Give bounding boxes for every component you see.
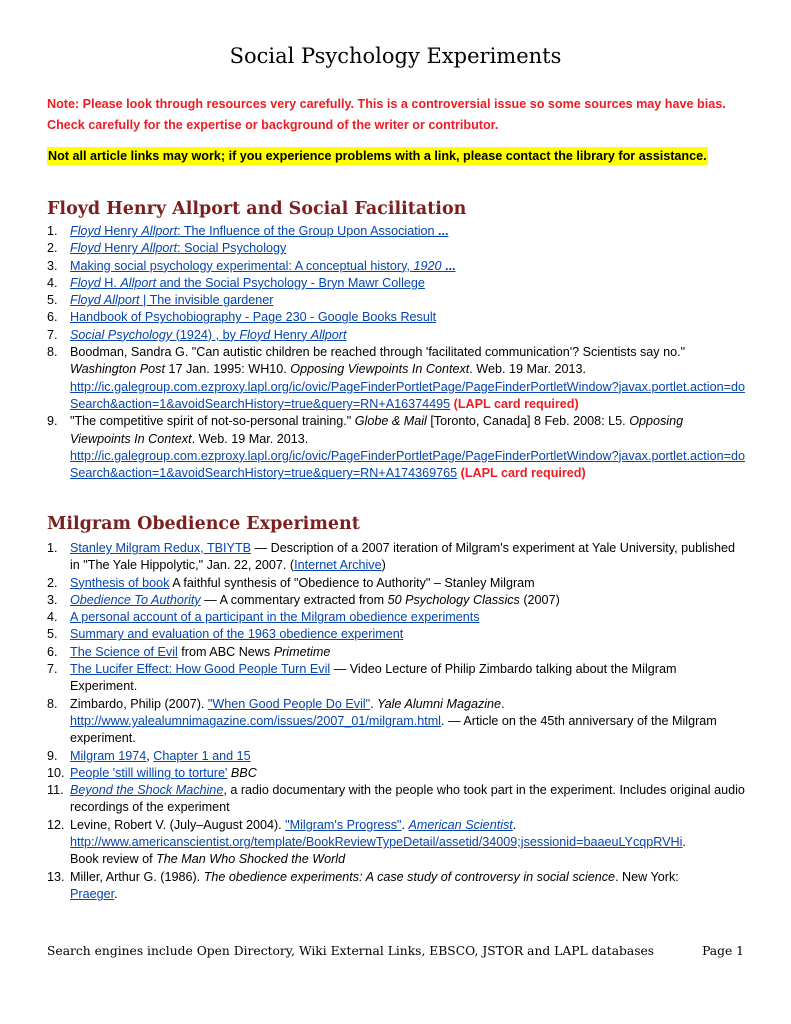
lapl-card-note: (LAPL card required) [457,466,586,481]
link[interactable]: Praeger [70,886,115,901]
list-item: 1. Stanley Milgram Redux, TBIYTB — Description of a 2007 iteration of Milgram's experiment at Yale University, published in "The Yale Hippolytic," Jan. 22, 2007. (Internet Archive) [47,541,736,573]
item-number: 1. [47,541,58,555]
list-item [47,575,747,592]
item-number: 3. [47,592,58,607]
internet-archive-link[interactable]: Internet Archive [294,558,382,573]
description: , a radio documentary with the people who took part in the experiment. Includes original audio recordings of the experiment [70,783,745,815]
item-number: 12. [47,817,65,832]
page-footer [47,944,744,958]
list-item [47,413,747,482]
list-item [47,344,747,413]
gale-link[interactable]: http://ic.galegroup.com.ezproxy.lapl.org/ic/ovic/PageFinderPortletPage/PageFinderPortletWindow?javax.portlet.action=doSearch&action=1&avoidSearchHistory=true&query=RN+A174369765 [70,448,745,481]
link[interactable]: A personal account of a participant in the Milgram obedience experiments [70,610,480,625]
item-number: 2. [47,575,58,590]
citation-text: Boodman, Sandra G. "Can autistic children be reached through 'facilitated communication'? Scientists say no." Washington Post 17 Jan. 1995: WH10. Opposing Viewpoints In Context. Web. 19 Mar. 2013. [70,345,686,377]
description: — Video Lecture of Philip Zimbardo talking about the Milgram Experiment. [70,662,677,694]
footer-text: Search engines include Open Directory, Wiki External Links, EBSCO, JSTOR and LAPL databases [47,944,655,958]
item-number: 11. [47,783,64,798]
section-heading-allport: Floyd Henry Allport and Social Facilitation [47,199,467,219]
list-item [47,626,747,643]
list-item [47,327,747,344]
link[interactable]: The Lucifer Effect: How Good People Turn Evil [70,662,331,677]
page-number: Page 1 [702,944,744,958]
link[interactable]: Beyond the Shock Machine [70,783,224,798]
description: A faithful synthesis of "Obedience to Authority" – Stanley Milgram [169,575,535,590]
link[interactable]: Synthesis of book [70,575,170,590]
link-warning: Not all article links may work; if you experience problems with a link, please contact the library for assistance. [48,149,707,163]
item-number: 6. [47,644,58,659]
allport-list [47,223,747,482]
list-item [47,661,747,696]
link[interactable]: Chapter 1 and 15 [153,748,251,763]
list-item: 6. The Science of Evil from ABC News Primetime [47,644,747,661]
link[interactable]: Floyd Henry Allport: The Influence of the Group Upon Association ... [70,224,449,238]
item-number: 5. [47,293,58,308]
item-number: 6. [47,310,58,325]
list-item [47,609,747,626]
list-item: 9. Milgram 1974, Chapter 1 and 15 [47,748,747,765]
section-heading-milgram: Milgram Obedience Experiment [47,514,360,534]
item-number: 7. [47,662,58,677]
link[interactable]: The Science of Evil [70,644,178,659]
link[interactable]: "When Good People Do Evil" [207,696,371,711]
item-number: 1. [47,224,58,238]
link[interactable]: Milgram 1974 [70,748,147,763]
list-item [47,258,747,275]
bias-note: Note: Please look through resources very carefully. This is a controversial issue so some sources may have bias. Check carefully for the expertise or background of the writer or contributor. [47,97,726,132]
item-number: 8. [47,696,58,711]
list-item [47,223,747,240]
item-number: 9. [47,414,58,429]
link[interactable]: Summary and evaluation of the 1963 obedience experiment [70,627,404,642]
link[interactable]: Obedience To Authority [70,592,201,607]
item-number: 3. [47,258,58,273]
citation-text: "The competitive spirit of not-so-personal training." Globe & Mail [Toronto, Canada] 8 Feb. 2008: L5. Opposing Viewpoints In Context. Web. 19 Mar. 2013. [70,414,684,446]
link[interactable]: Floyd Henry Allport: Social Psychology [70,241,287,256]
item-number: 10. [47,765,65,780]
item-number: 9. [47,748,58,763]
gale-link[interactable]: http://ic.galegroup.com.ezproxy.lapl.org/ic/ovic/PageFinderPortletPage/PageFinderPortletWindow?javax.portlet.action=doSearch&action=1&avoidSearchHistory=true&query=RN+A16374495 [70,379,745,411]
link[interactable]: Floyd Allport | The invisible gardener [70,293,274,308]
lapl-card-note: (LAPL card required) [450,396,579,411]
description: — Description of a 2007 iteration of Milgram's experiment at Yale University, published in "The Yale Hippolytic," Jan. 22, 2007. ( [70,541,736,573]
link[interactable]: Making social psychology experimental: A conceptual history, 1920 ... [70,258,456,273]
link[interactable]: Stanley Milgram Redux, TBIYTB [70,541,252,555]
link[interactable]: Floyd H. Allport and the Social Psychology - Bryn Mawr College [70,275,425,290]
list-item [47,292,747,309]
item-number: 13. [47,869,65,884]
american-scientist-link[interactable]: http://www.americanscientist.org/template/BookReviewTypeDetail/assetid/34009;jsessionid=baaeuLYcqpRVHi [70,835,683,850]
list-item [47,240,747,257]
item-number: 4. [47,610,58,625]
list-item: 8. Zimbardo, Philip (2007). "When Good People Do Evil". Yale Alumni Magazine. http://www.yalealumnimagazine.com/issues/2007_01/milgram.html. — Article on the 45th anniversary of the Milgram experiment. [47,696,717,746]
item-number: 5. [47,627,58,642]
list-item: 3. Obedience To Authority — A commentary extracted from 50 Psychology Classics (2007) [47,592,747,609]
item-number: 7. [47,327,58,342]
link[interactable]: American Scientist [408,817,513,832]
list-item [47,309,747,326]
yale-magazine-link[interactable]: http://www.yalealumnimagazine.com/issues/2007_01/milgram.html [70,713,441,728]
item-number: 2. [47,241,58,256]
list-item: 10. People 'still willing to torture' BBC [47,765,747,782]
page-title: Social Psychology Experiments [229,44,562,68]
milgram-list [47,540,747,903]
list-item: 12. Levine, Robert V. (July–August 2004). "Milgram's Progress". American Scientist. http://www.americanscientist.org/template/BookReviewTypeDetail/assetid/34009;jsessionid=baaeuLYcqpRVHi. Book review of The Man Who Shocked the World [47,817,686,867]
item-number: 8. [47,345,58,360]
list-item [47,275,747,292]
list-item: 13. Miller, Arthur G. (1986). The obedience experiments: A case study of controversy in social science. New York: Praeger. [47,869,679,901]
link[interactable]: Handbook of Psychobiography - Page 230 - Google Books Result [70,310,437,325]
link[interactable]: "Milgram's Progress" [285,817,402,832]
link[interactable]: Social Psychology (1924) , by Floyd Henry Allport [70,327,347,342]
item-number: 4. [47,275,58,290]
link[interactable]: People 'still willing to torture' [70,765,228,780]
list-item [47,782,747,817]
